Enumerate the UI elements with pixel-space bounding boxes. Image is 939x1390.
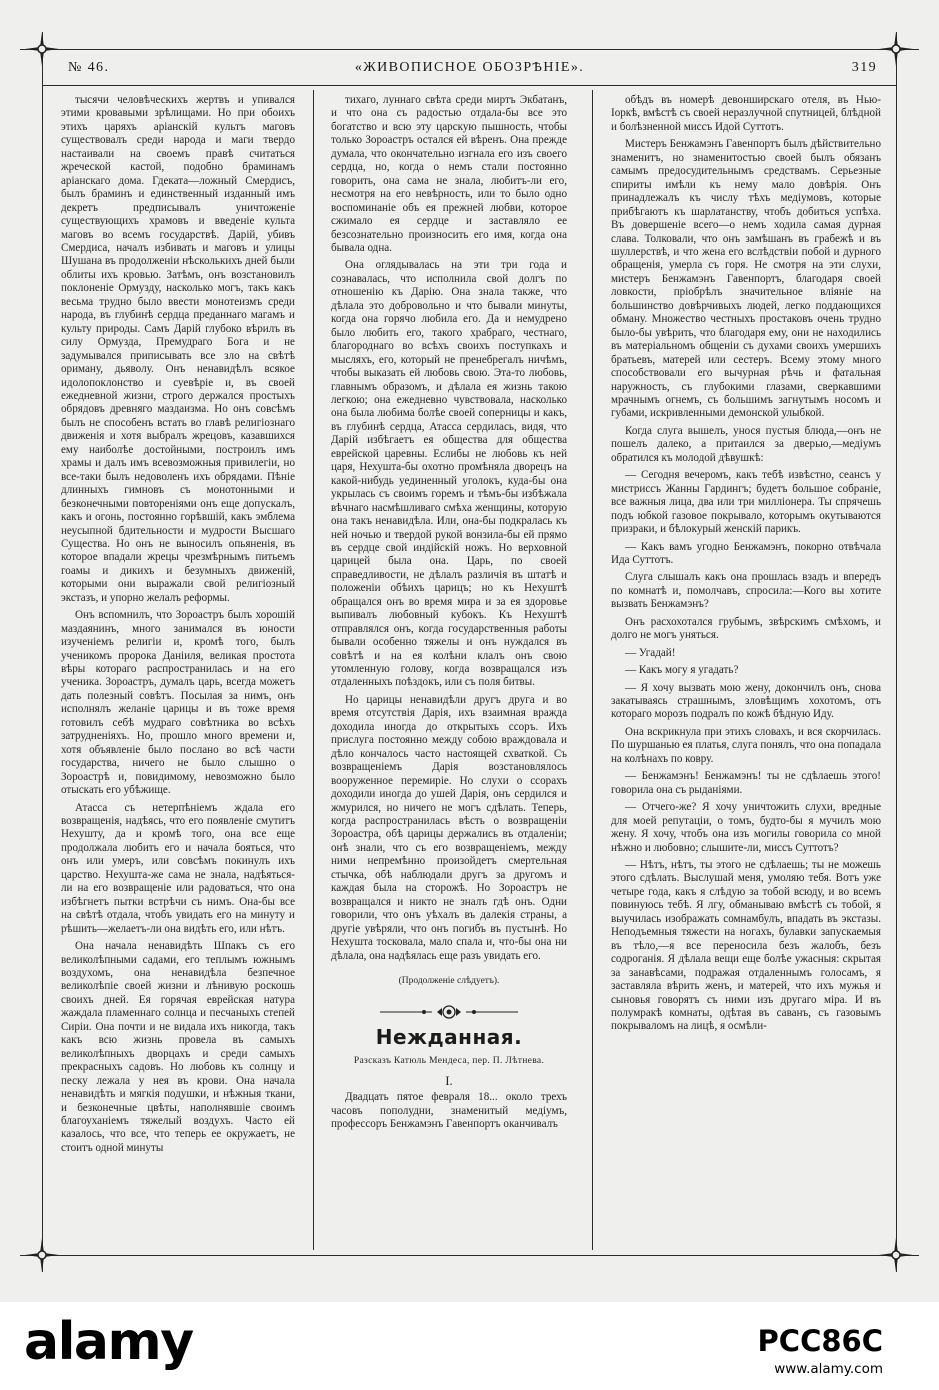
page-header — [62, 60, 877, 82]
paragraph: обѣдъ въ номерѣ девонширскаго отеля, въ Нью-Іоркѣ, вмѣстѣ съ своей неразлучной спутницей, блѣдной и болѣзненной миссъ Идой Суттотъ. — [611, 94, 881, 133]
corner-ornament-bottom-left — [23, 1236, 61, 1274]
paragraph: Она оглядывалась на эти три года и сознавалась, что исполнила свой долгъ по отношенію къ Дарію. Она знала также, что дѣлала это добровольно и что бывали минуты, когда она горячо любила его. Да и немудрено было любить его, такого храбраго, честнаго, благороднаго во всѣхъ своихъ поступкахъ и мысляхъ, его, который не пренебрегалъ ничѣмъ, чтобы выказать ей любовь свою. Эта-то любовь, главнымъ образомъ, и дѣлала ея жизнь такою легкою; она ежедневно чувствовала, насколько она была любима болѣе своей соперницы и какъ, въ глубинѣ сердца, Атасса сердилась, видя, что Дарій избѣгаетъ ея общества для общества еврейской царевны. Еслибы не любовь къ ней царя, Нехушта-бы охотно промѣняла дворецъ на какой-нибудь уединенный уголокъ, куда-бы она укрылась съ своимъ горемъ и тѣмъ-бы избѣжала вѣчнаго насмѣшливаго смѣха женщины, которую она такъ ненавидѣла. Или, она-бы подкралась къ ней ночью и твердой рукой вонзила-бы ей прямо въ сердце свой индійскій ножъ. Но верховной царицей была она. Царь, по своей справедливости, не дѣлалъ различія въ штатѣ и положеніи обѣихъ царицъ; но къ Нехуштѣ обращался онъ во время мира и за ея здоровье выпивалъ любовный кубокъ. Къ Нехуштѣ отправлялся онъ, когда государственныя работы бывали особенно тяжелы и онъ нуждался въ совѣтѣ и на ея колѣни клалъ онъ свою утомленную голову, когда возвращался изъ отдаленныхъ поѣздокъ, или съ поля битвы. — [331, 259, 567, 689]
section-divider-ornament — [374, 1004, 524, 1020]
paragraph: Слуга слышалъ какъ она прошлась взадъ и впередъ по комнатѣ и, помолчавъ, спросила:—Кого вы хотите вызвать Бенжамэнъ? — [611, 571, 881, 611]
continued-note: (Продолженіе слѣдуетъ). — [398, 976, 500, 986]
paragraph: Мистеръ Бенжамэнъ Гавенпортъ былъ дѣйствительно знаменитъ, но знаменитостью своей былъ обязанъ самымъ предосудительнымъ средствамъ. Серьезные спириты имѣли къ нему мало довѣрія. Онъ принадлежалъ къ числу тѣхъ медіумовъ, которые прибѣгаютъ къ шарлатанству, чтобъ добиться успѣха. Въ довершеніе всего—о немъ ходила самая дурная слава. Толковали, что онъ замѣшанъ въ грабежѣ и въ шуллерствѣ, и что жена его вслѣдствіи побой и дурного обращенія, умерла съ горя. Не смотря на эти слухи, мистеръ Бенжамэнъ Гавенпортъ, благодаря своей ловкости, пріобрѣлъ значительное вліяніе на большинство довѣрчивыхъ людей, легко поддающихся обману. Множество честныхъ простаковъ очень трудно было-бы увѣрить, что благодаря ему, они не находились въ матеріальномъ общеніи съ духами своихъ умершихъ братьевъ, матерей или сестеръ. Всему этому много способствовали его вычурная рѣчь и фатальная наружность, съ глубокими глазами, сверкавшими мрачнымъ огнемъ, съ большимъ загнутымъ носомъ и губами, искривленными демонской улыбкой. — [611, 138, 881, 420]
paragraph: тихаго, луннаго свѣта среди миртъ Экбатанъ, и что она съ радостью отдала-бы все это богатство и всю эту царскую пышность, чтобы только Зороастръ остался ей вѣренъ. Она прежде думала, что окончательно изгнала его изъ своего сердца, но, когда о немъ стали постоянно говорить, она сама не знала, любитъ-ли его, несмотря на его невѣрность, или то было одно воспоминаніе объ ея прежней любви, которое сжимало ея сердце и заставляло ее безсознательно произносить его имя, когда она бывала одна. — [331, 94, 567, 254]
paragraph: Онъ вспомнилъ, что Зороастръ былъ хорошій маздаянинъ, много занимался въ юности изученіемъ религіи и, кромѣ того, былъ ученикомъ пророка Даніиля, великая простота вѣры котораго распространилась и на его ученика. Зороастръ, думалъ царь, всегда можетъ дать полезный совѣтъ. Посылая за нимъ, онъ исполнялъ желаніе царицы и въ тоже время готовилъ себѣ мудраго совѣтника во всѣхъ затрудненіяхъ. Но, прошло много времени и, хотя объявленіе было послано во всѣ части государства, ничего не было слышно о Зороастрѣ и, повидимому, невозможно было отыскать его убѣжище. — [61, 609, 295, 797]
stock-logo: alamy — [24, 1312, 193, 1372]
right-rule — [896, 32, 897, 1272]
paragraph: Она вскрикнула при этихъ словахъ, и вся скорчилась. По шуршанью ея платья, слуга понялъ, что она попадала на колѣнахъ по ковру. — [611, 725, 881, 765]
paragraph: — Нѣтъ, нѣтъ, ты этого не сдѣлаешь; ты не можешь этого сдѣлать. Выслушай меня, умоляю тебя. Вотъ уже четыре года, какъ я слѣдую за тобой всюду, и во всемъ повинуюсь тебѣ. Я лгу, обманываю вмѣстѣ съ тобой, я выучилась изображать сомнамбулъ, впадать въ экстазы. Неподъемныя тяжести на ногахъ, булавки запускаемыя въ тѣло,—я все переносила безъ жалобъ, безъ содроганія. Я дѣлала вещи еще болѣе ужасныя: скрытая за занавѣсами, подражая отдаленнымъ голосамъ, я заставляла вѣрить женъ, и матерей, что ихъ мужья и сыновья говорятъ съ ними изъ другаго міра. И въ полумракѣ комнаты, одѣтая въ саванъ, съ газовымъ покрываломъ на лицѣ, я осмѣли- — [611, 859, 881, 1033]
stock-watermark-bar — [0, 1302, 939, 1390]
story-title: Нежданная. — [375, 1025, 523, 1050]
text-column-3 — [611, 94, 881, 1240]
corner-ornament-top-left — [23, 30, 61, 68]
paragraph: — Я хочу вызвать мою жену, докончилъ онъ, снова закатываясь страшнымъ, зловѣщимъ хохотомъ, отъ котораго морозъ подралъ по кожѣ бѣдную Иду. — [611, 681, 881, 721]
paragraph: Когда слуга вышелъ, унося пустыя блюда,—онъ не пошелъ далеко, а притаился за дверью,—медіумъ обратился къ молодой дѣвушкѣ: — [611, 424, 881, 464]
corner-ornament-bottom-right — [877, 1236, 915, 1274]
paragraph: — Сегодня вечеромъ, какъ тебѣ извѣстно, сеансъ у мистриссъ Жанны Гардингъ; будетъ большое собраніе, все важныя лица, два или три милліонера. Ты спрячешь подъ юбкой газовое покрывало, которымъ окутываются призраки, и бѣлокурый женскій парикъ. — [611, 469, 881, 536]
text-column-2 — [331, 94, 567, 1240]
stock-url[interactable]: www.alamy.com — [774, 1361, 883, 1377]
paragraph: Но царицы ненавидѣли другъ друга и во время отсутствія Дарія, ихъ взаимная вражда доходила иногда до открытыхъ ссоръ. Ихъ прислуга постоянно между собою враждовала и дѣло кончалось часто настоящей схваткой. Съ возвращеніемъ Дарія возстановлялось вооруженное перемиріе. Но слухи о ссорахъ доходили иногда до ушей Дарія, онъ сердился и жмурился, но ничего не могъ сдѣлать. Теперь, когда распространилась вѣсть о возвращеніи Зороастра, обѣ царицы держались въ отдаленіи; онѣ знали, что съ его возвращеніемъ, между ними непремѣнно произойдетъ смертельная стычка, обѣ наблюдали другъ за другомъ и каждая была на сторожѣ. Но Зороастръ не возвращался и никто не зналъ гдѣ онъ. Одни говорили, что онъ уѣхалъ въ далекія страны, а другіе увѣряли, что онъ погибъ въ пустынѣ. Но Нехушта тосковала, мало спала и, что-бы она ни дѣлала, она надѣялась еще разъ увидать его. — [331, 693, 567, 962]
column-rule-2 — [592, 90, 593, 1250]
column-rule-1 — [313, 90, 314, 1250]
paragraph: Атасса съ нетерпѣніемъ ждала его возвращенія, надѣясь, что его появленіе смутитъ Нехушту, да и кромѣ того, она все еще продолжала любить его и начала бояться, что онъ или умеръ, или совсѣмъ покинулъ ихъ царство. Нехушта-же сама не знала, надѣяться-ли на его возвращеніе или радоваться, что она избѣгнетъ пытки встрѣчи съ нимъ. Она-бы все на свѣтѣ отдала, чтобъ увидать его на минуту и рѣшить—желаетъ-ли она видѣть его, или нѣтъ. — [61, 801, 295, 935]
story-byline: Разсказъ Катюль Мендеса, пер. П. Лѣтнева. — [353, 1055, 545, 1067]
left-rule — [42, 32, 43, 1272]
paragraph: тысячи человѣческихъ жертвъ и упивался этими кровавыми зрѣлищами. Но при обоихъ этихъ царяхъ аріанскій культъ маговъ существовалъ среди народа и маги твердо настаивали на своемъ правѣ считаться жреческой кастой, подобно браминамъ аріанскаго дома. Гдеката—ложный Смердисъ, былъ браминъ и единственный изданный имъ декретъ предписывалъ уничтоженіе существующихъ храмовъ и введеніе культа маговъ во всемъ государствѣ. Дарій, убивъ Смердиса, началъ избивать и маговъ и улицы Шушана въ продолженіи нѣсколькихъ дней были облиты ихъ кровью. Затѣмъ, онъ возстановилъ поклоненіе Ормузду, насколько могъ, такъ какъ весьма трудно было ввести монотеизмъ среди народа, въ глубинѣ сердца преданнаго магамъ и культу природы. Самъ Дарій глубоко вѣрилъ въ силу Ормузда, Премудраго Бога и не задумывался приписывать все зло на свѣтѣ ориману, дьяволу. Онъ ненавидѣлъ всякое идолопоклонство и суевѣріе и, въ своей ежедневной жизни, строго держался простыхъ обрядовъ древняго маздаизма. Но онъ совсѣмъ былъ не способенъ встать во главѣ религіознаго движенія и хотя выбралъ жрецовъ, казавшихся ему наиболѣе достойными, построилъ имъ храмы и далъ имъ всевозможныя привилегіи, но все-таки былъ недоволенъ ихъ обрядами. Пѣніе длинныхъ гимновъ съ монотонными и безконечными повтореніями онъ еще допускалъ, какъ и огонь, постоянно горѣвшій, какъ эмблема неусыпной бдительности и мудрости Высшаго Существа. Но онъ не выносилъ опьяненія, въ которое впадали жрецы чрезмѣрнымъ питьемъ гоамы и дикихъ и безумныхъ движеній, которыми они выражали свой религіозный экстазъ, и упорно желалъ реформы. — [61, 94, 295, 604]
paragraph: Двадцать пятое февраля 18... около трехъ часовъ пополудни, знаменитый медіумъ, профессоръ Бенжамэнъ Гавенпортъ оканчивалъ — [331, 1091, 567, 1131]
paragraph: Онъ расхохотался грубымъ, звѣрскимъ смѣхомъ, и долго не могъ уняться. — [611, 615, 881, 642]
corner-ornament-top-right — [877, 30, 915, 68]
header-rule — [42, 85, 897, 86]
page-number: 319 — [851, 60, 877, 75]
paragraph: — Какъ могу я угадать? — [625, 664, 739, 677]
image-id: PCC86C — [757, 1324, 883, 1358]
top-rule — [20, 49, 919, 50]
paragraph: — Какъ вамъ угодно Бенжамэнъ, покорно отвѣчала Ида Суттотъ. — [611, 540, 881, 566]
bottom-rule — [20, 1255, 919, 1256]
paragraph: — Отчего-же? Я хочу уничтожить слухи, вредные для моей репутаціи, о томъ, будто-бы я мучилъ мою жену. Я хочу, чтобъ она изъ могилы говорила со мной нѣжно и любовно; слышите-ли, миссъ Суттотъ? — [611, 801, 881, 854]
paragraph: Она начала ненавидѣть Шпакъ съ его великолѣпными садами, его теплымъ южнымъ воздухомъ, она ненавидѣла безпечное великолѣпіе своей жизни и лѣнивую роскошь своихъ дней. Ея горячая еврейская натура жаждала пламеннаго солнца и песчаныхъ степей Сиріи. Она почти и не видала ихъ никогда, такъ какъ всю жизнь провела въ самыхъ великолѣпныхъ дворцахъ и среди самыхъ прекрасныхъ садовъ. Но любовь къ солнцу и песку лежала у нея въ крови. Она начала ненавидѣть и мягкія подушки, и нѣжныя ткани, и безконечные цвѣты, наполнявшіе своимъ благоуханіемъ тяжелый воздухъ. Часто ей казалось, что все, что теперь ее окружаетъ, не стоитъ одной минуты — [61, 940, 295, 1154]
issue-number: № 46. — [68, 60, 110, 75]
journal-title: «ЖИВОПИСНОЕ ОБОЗРѢНІЕ». — [354, 60, 585, 75]
text-column-1 — [61, 94, 295, 1240]
paragraph: — Бенжамэнъ! Бенжамэнъ! ты не сдѣлаешь этого! говорила она съ рыданіями. — [611, 770, 881, 796]
paragraph: — Угадай! — [625, 646, 676, 659]
chapter-number: I. — [445, 1072, 453, 1088]
